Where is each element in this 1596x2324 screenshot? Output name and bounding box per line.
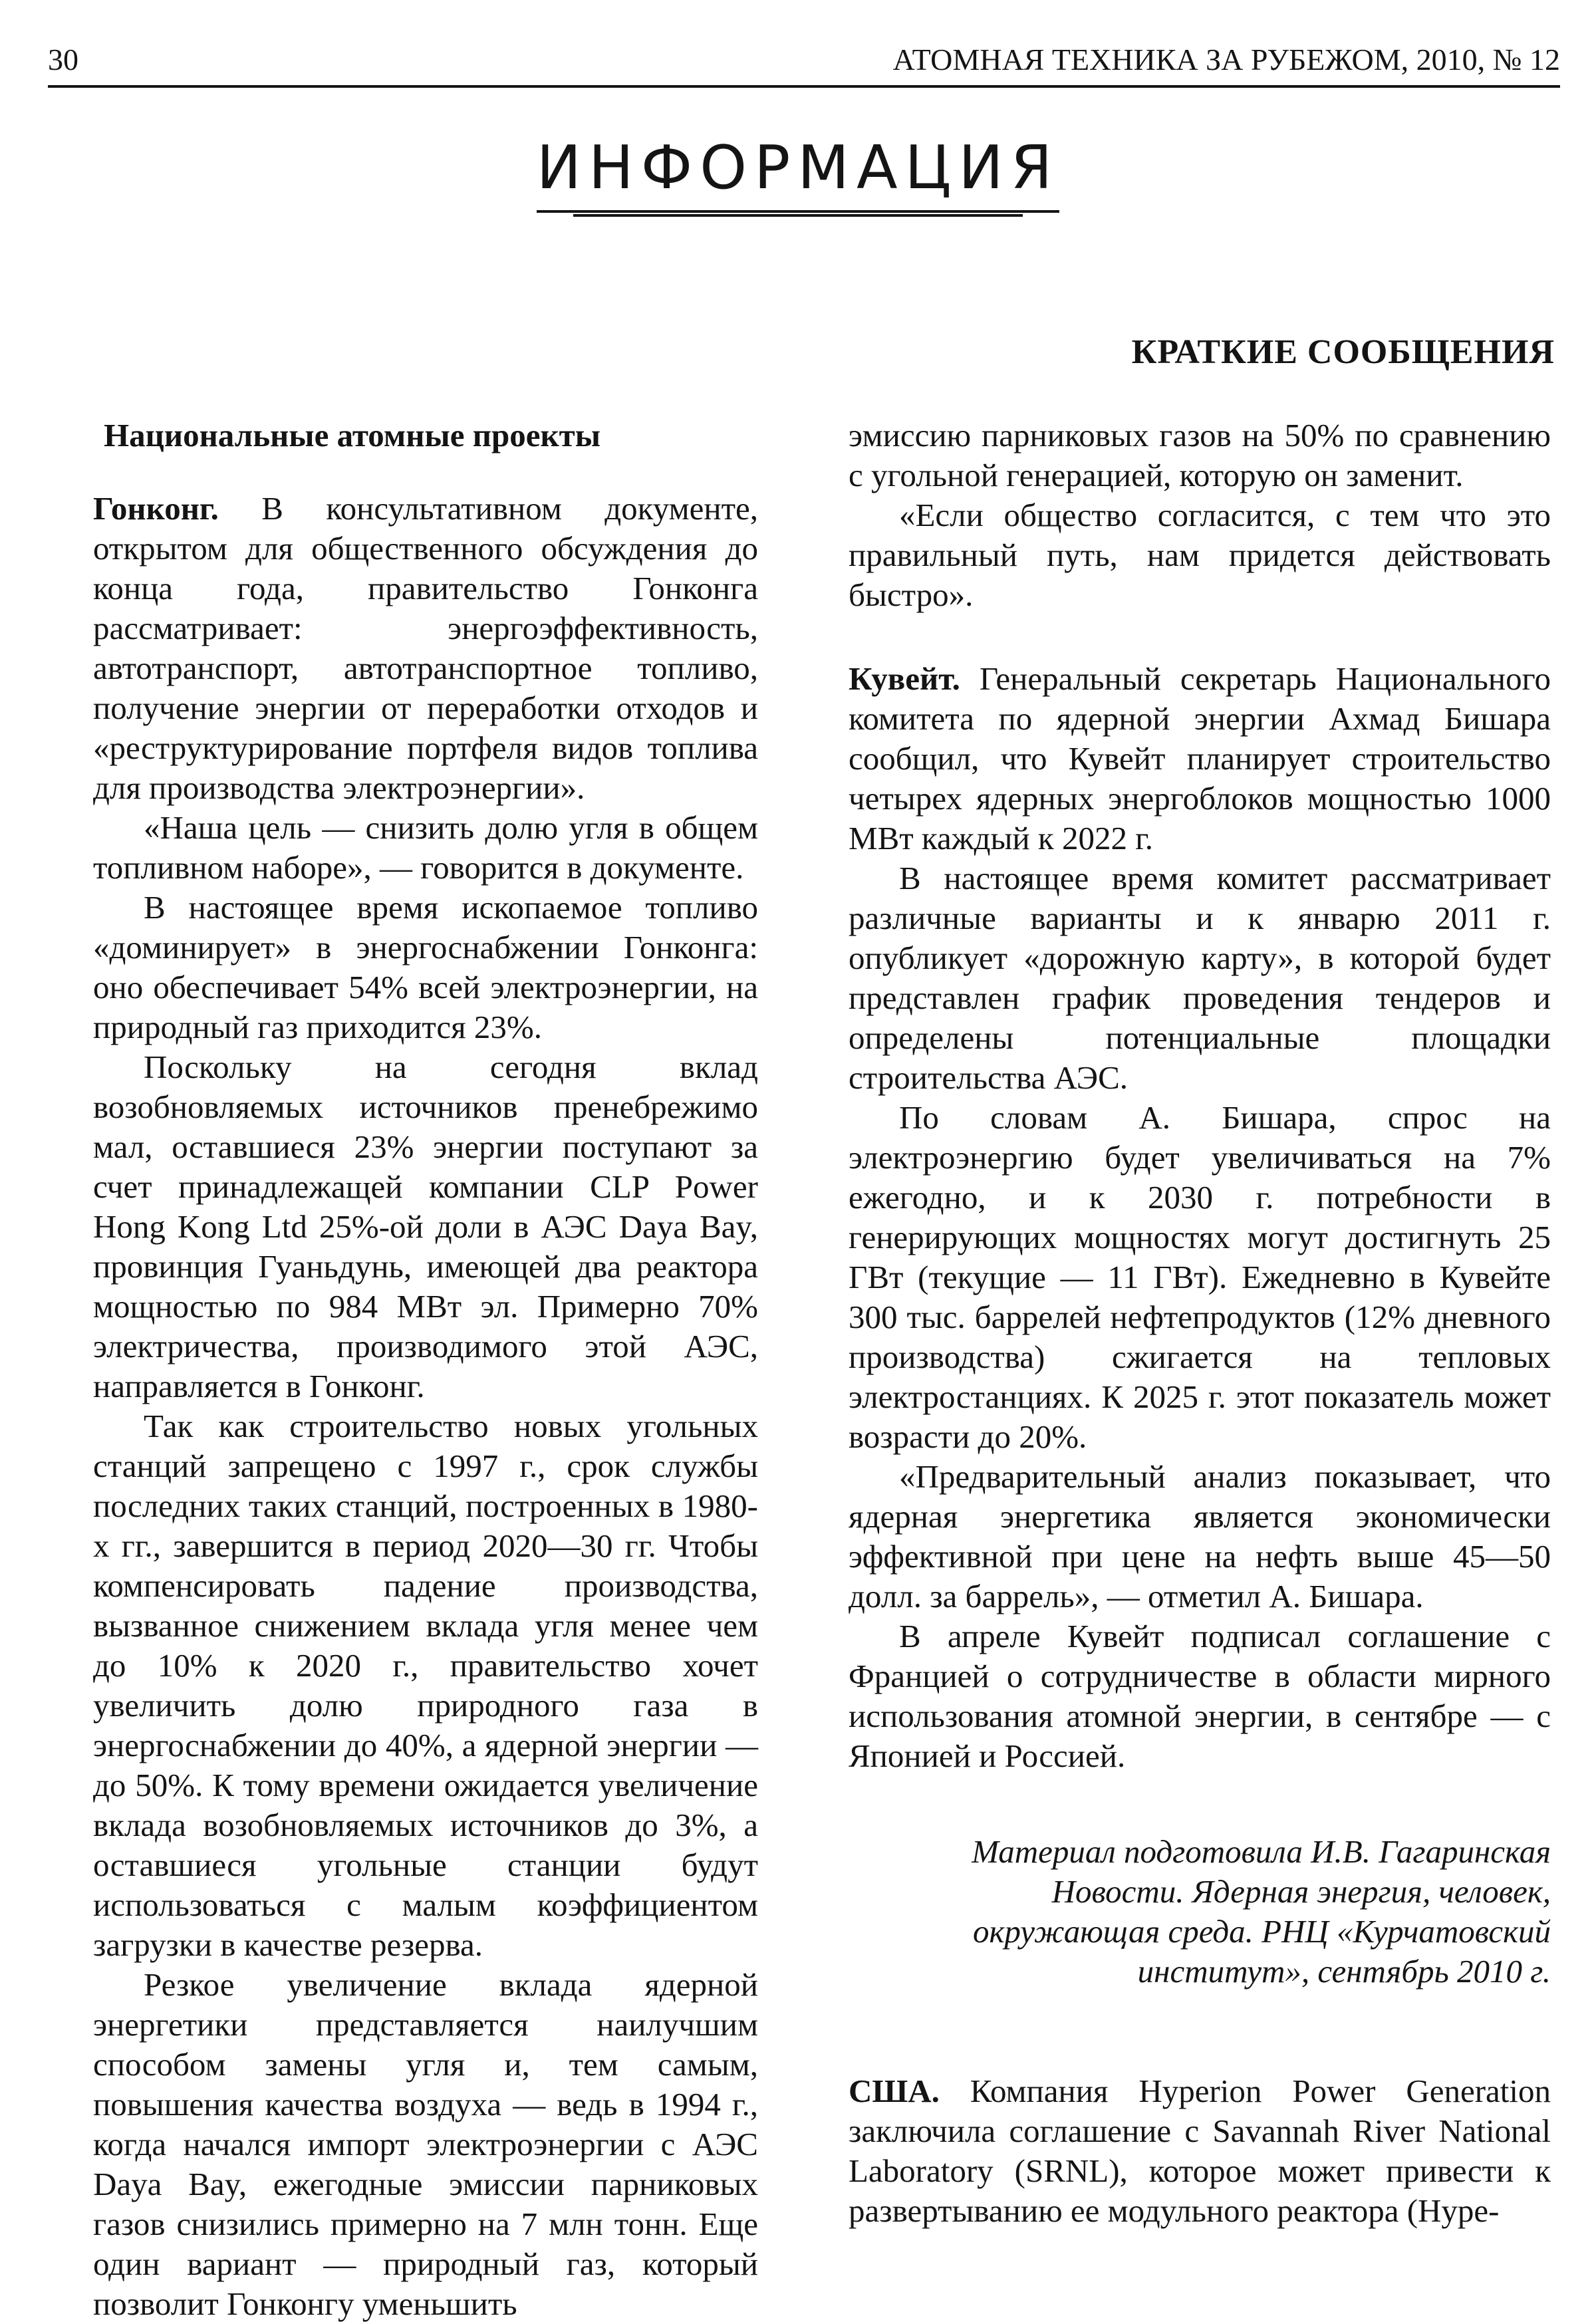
country-label-kuwait: Кувейт.: [849, 660, 960, 697]
paragraph: США. Компания Hyperion Power Generation заключила соглашение с Savannah River National Laboratory (SRNL), которое может привести к развертыванию ее модульного реактора (Hype-: [849, 2073, 1551, 2229]
paragraph: Поскольку на сегодня вклад возобновляемых источников пренебрежимо мал, оставшиеся 23% энергии поступают за счет принадлежащей компании CLP Power Hong Kong Ltd 25%-ой доли в АЭС Daya Bay, провинция Гуаньдунь, имеющей два реактора мощностью по 984 МВт эл. Примерно 70% электричества, производимого этой АЭС, направляется в Гонконг.: [93, 1049, 758, 1404]
paragraph: В настоящее время ископаемое топливо «доминирует» в энергоснабжении Гонконга: оно обеспечивает 54% всей электроэнергии, на природный газ приходится 23%.: [93, 889, 758, 1045]
paragraph: Резкое увеличение вклада ядерной энергетики представляется наилучшим способом замены угля и, тем самым, повышения качества воздуха — ведь в 1994 г., когда начался импорт электроэнергии с АЭС Daya Bay, ежегодные эмиссии парниковых газов снизились примерно на 7 млн тонн. Еще один вариант — природный газ, который позволит Гонконгу уменьшить: [93, 1966, 758, 2322]
credit-source: Новости. Ядерная энергия, человек, окружающая среда. РНЦ «Курчатовский институт», сентябрь 2010 г.: [973, 1873, 1551, 1990]
title-double-underline: [573, 214, 1023, 217]
paragraph: В настоящее время комитет рассматривает различные варианты и к январю 2011 г. опубликует «дорожную карту», в которой будет представлен график проведения тендеров и определены потенциальные площадки строительства АЭС.: [849, 860, 1551, 1096]
section-title-text: ИНФОРМАЦИЯ: [537, 132, 1060, 213]
paragraph: Так как строительство новых угольных станций запрещено с 1997 г., срок службы последних таких станций, построенных в 1980-х гг., завершится в период 2020—30 гг. Чтобы компенсировать падение производства, вызванное снижением вклада угля менее чем до 10% к 2020 г., правительство хочет увеличить долю природного газа в энергоснабжении до 40%, а ядерной энергии — до 50%. К тому времени ожидается увеличение вклада возобновляемых источников до 3%, а оставшиеся угольные станции будут использоваться с малым коэффициентом загрузки в качестве резерва.: [93, 1408, 758, 1963]
country-label-usa: США.: [849, 2073, 940, 2109]
paragraph: эмиссию парниковых газов на 50% по сравнению с угольной генерацией, которую он заменит.: [849, 417, 1551, 493]
page-number: 30: [48, 43, 78, 76]
country-label-hong-kong: Гонконг.: [93, 490, 219, 527]
paragraph: По словам А. Бишара, спрос на электроэнергию будет увеличиваться на 7% ежегодно, и к 2030 г. потребности в генерирующих мощностях могут достигнуть 25 ГВт (текущие — 11 ГВт). Ежедневно в Кувейте 300 тыс. баррелей нефтепродуктов (12% дневного производства) сжигается на тепловых электростанциях. К 2025 г. этот показатель может возрасти до 20%.: [849, 1099, 1551, 1455]
header-rule: [48, 85, 1560, 88]
paragraph: «Наша цель — снизить долю угля в общем топливном наборе», — говорится в документе.: [93, 809, 758, 886]
paragraph: «Предварительный анализ показывает, что ядерная энергетика является экономически эффективной при цене на нефть выше 45—50 долл. за баррель», — отметил А. Бишара.: [849, 1458, 1551, 1614]
section-title: [0, 132, 1596, 213]
left-column: [93, 416, 758, 2324]
journal-title: АТОМНАЯ ТЕХНИКА ЗА РУБЕЖОМ, 2010, № 12: [892, 43, 1560, 76]
credit-author: Материал подготовила И.В. Гагаринская: [972, 1833, 1551, 1870]
running-header: [48, 33, 1560, 86]
paragraph: Кувейт. Генеральный секретарь Национального комитета по ядерной энергии Ахмад Бишара сообщил, что Кувейт планирует строительство четырех ядерных энергоблоков мощностью 1000 МВт каждый к 2022 г.: [849, 660, 1551, 856]
paragraph: Гонконг. В консультативном документе, открытом для общественного обсуждения до конца года, правительство Гонконга рассматривает: энергоэффективность, автотранспорт, автотранспортное топливо, получение энергии от переработки отходов и «реструктурирование портфеля видов топлива для производства электроэнергии».: [93, 490, 758, 806]
news-heading: КРАТКИЕ СООБЩЕНИЯ: [1131, 333, 1555, 371]
right-column: [849, 416, 1551, 2231]
paragraph: «Если общество согласится, с тем что это правильный путь, нам придется действовать быстро».: [849, 497, 1551, 613]
paragraph: В апреле Кувейт подписал соглашение с Францией о сотрудничестве в области мирного использования атомной энергии, в сентябре — с Японией и Россией.: [849, 1618, 1551, 1774]
subsection-heading: Национальные атомные проекты: [104, 417, 601, 453]
